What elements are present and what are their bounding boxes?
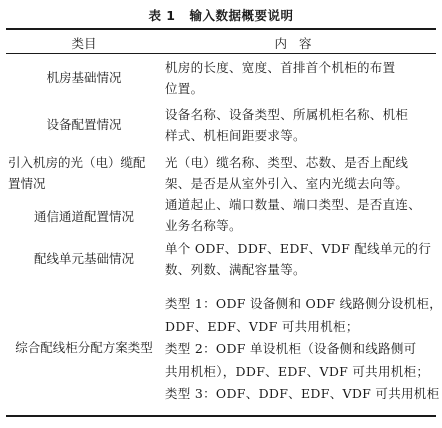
table-number: 表 1 <box>148 8 176 23</box>
row-content: 单个 ODF、DDF、EDF、VDF 配线单元的行 数、列数、满配容量等。 <box>165 241 432 277</box>
header-content: 内容 <box>274 36 324 51</box>
top-rule <box>6 28 436 30</box>
table-title: 输入数据概要说明 <box>189 8 294 23</box>
row-category: 通信通道配置情况 <box>33 209 134 224</box>
bottom-rule <box>6 415 436 417</box>
header-category: 类目 <box>71 36 97 51</box>
row-category: 综合配线柜分配方案类型 <box>15 340 153 355</box>
row-category: 机房基础情况 <box>46 70 122 85</box>
row-category: 设备配置情况 <box>46 117 122 132</box>
header-rule <box>6 53 436 54</box>
row-content: 通道起止、端口数量、端口类型、是否直连、 业务名称等。 <box>165 197 422 233</box>
row-content: 光（电）缆名称、类型、芯数、是否上配线 架、是否是从室外引入、室内光缆去向等。 <box>165 155 409 191</box>
row-category: 配线单元基础情况 <box>33 251 134 266</box>
row-category: 引入机房的光（电）缆配 置情况 <box>8 155 146 191</box>
row-content: 机房的长度、宽度、首排首个机柜的布置 位置。 <box>165 60 396 96</box>
row-content: 类型 1：ODF 设备侧和 ODF 线路侧分设机柜， DDF、EDF、VDF 可共用机柜； 类型 2：ODF 单设机柜（设备侧和线路侧可 共用机柜），DDF、EDF、VDF 可共用机柜； 类型 3：ODF、DDF、EDF、VDF 可共用机柜 <box>165 296 442 401</box>
row-content: 设备名称、设备类型、所属机柜名称、机柜 样式、机柜间距要求等。 <box>165 107 409 143</box>
table-caption <box>0 6 442 24</box>
